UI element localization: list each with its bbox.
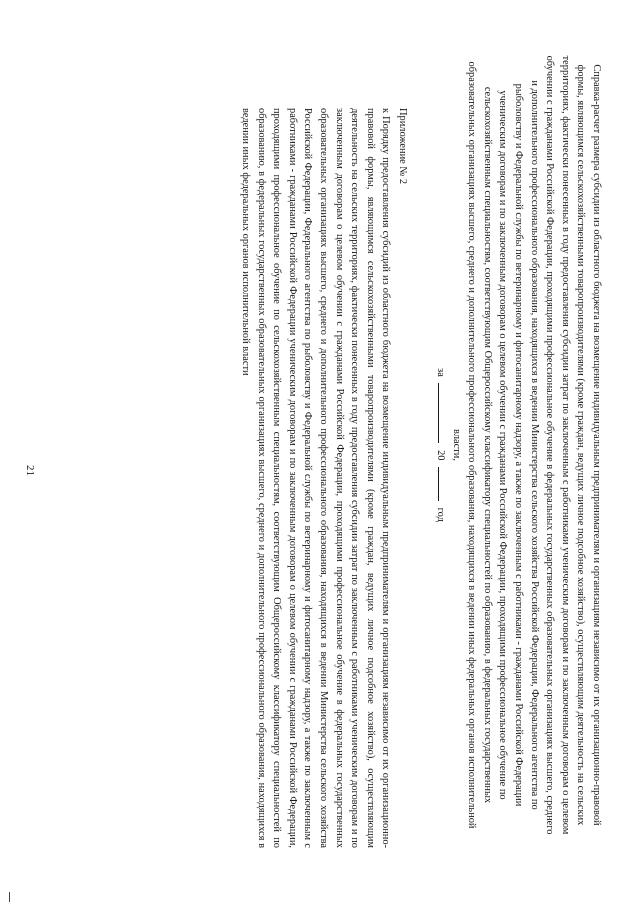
spravka-date-line (432, 55, 448, 835)
spravka-title: Справка-расчет размера субсидии из областного бюджета на возмещение индивидуальным предпринимателям и организациям независимо от их организационно-правовой формы, являющимся сельскохозяйственными товаропроизводителями (кроме граждан, ведущих личное подсобное хозяйство), осуществляющим деятельность на сельских территориях, фактически понесенных в году предоставления субсидии затрат по заключенным с работниками ученическим договорам и по заключенным договорам о целевом обучении с гражданами Российской Федерации, проходящими профессиональное обучение в федеральных государственных образовательных организациях высшего, среднего и дополнительного профессионального образования, находящихся в ведении Министерства сельского хозяйства Российской Федерации, Федерального агентства по рыболовству и Федеральной службы по ветеринарному и фитосанитарному надзору, а также по заключенным с работниками - гражданами Российской Федерации ученическим договорам и по заключенным договорам о целевом обучении с гражданами Российской Федерации, проходящими профессиональное обучение по сельскохозяйственным специальностям, соответствующим Общероссийскому классификатору специальностей по образованию, в федеральных государственных образовательных организациях высшего, среднего и дополнительного профессионального образования, находящихся в ведении иных федеральных органов исполнительной власти, (450, 55, 602, 835)
date-suffix: год (435, 507, 447, 522)
spravka-block (432, 55, 604, 835)
date-blank-2 (438, 467, 439, 501)
appendix-title: Приложение № 2 (397, 108, 408, 185)
date-blank-1 (438, 383, 439, 443)
appendix-block (237, 108, 410, 848)
scan-edge-mark (9, 892, 10, 902)
date-century: 20 (435, 450, 447, 461)
page-number: 21 (24, 465, 36, 476)
date-prefix: за (435, 368, 447, 377)
appendix-body: к Порядку предоставления субсидий из областного бюджета на возмещение индивидуальным предпринимателям и организациям независимо от их организационно-правовой формы, являющимся сельскохозяйственными товаропроизводителями (кроме граждан, ведущих личное подсобное хозяйство), осуществляющим деятельность на сельских территориях, фактически понесенных в году предоставления субсидии затрат по заключенным с работниками ученическим договорам и по заключенным договорам о целевом обучении с гражданами Российской Федерации, проходящими профессиональное обучение в федеральных государственных образовательных организациях высшего, среднего и дополнительного профессионального образования, находящихся в ведении Министерства сельского хозяйства Российской Федерации, Федерального агентства по рыболовству и Федеральной службы по ветеринарному и фитосанитарному надзору, а также по заключенным с работниками - гражданами Российской Федерации ученическим договорам и по заключенным договорам о целевом обучении с гражданами Российской Федерации, проходящими профессиональное обучение по сельскохозяйственным специальностям, соответствующим Общероссийскому классификатору специальностей по образованию, в федеральных государственных образовательных организациях высшего, среднего и дополнительного профессионального образования, находящихся в ведении иных федеральных органов исполнительной власти (240, 108, 392, 848)
